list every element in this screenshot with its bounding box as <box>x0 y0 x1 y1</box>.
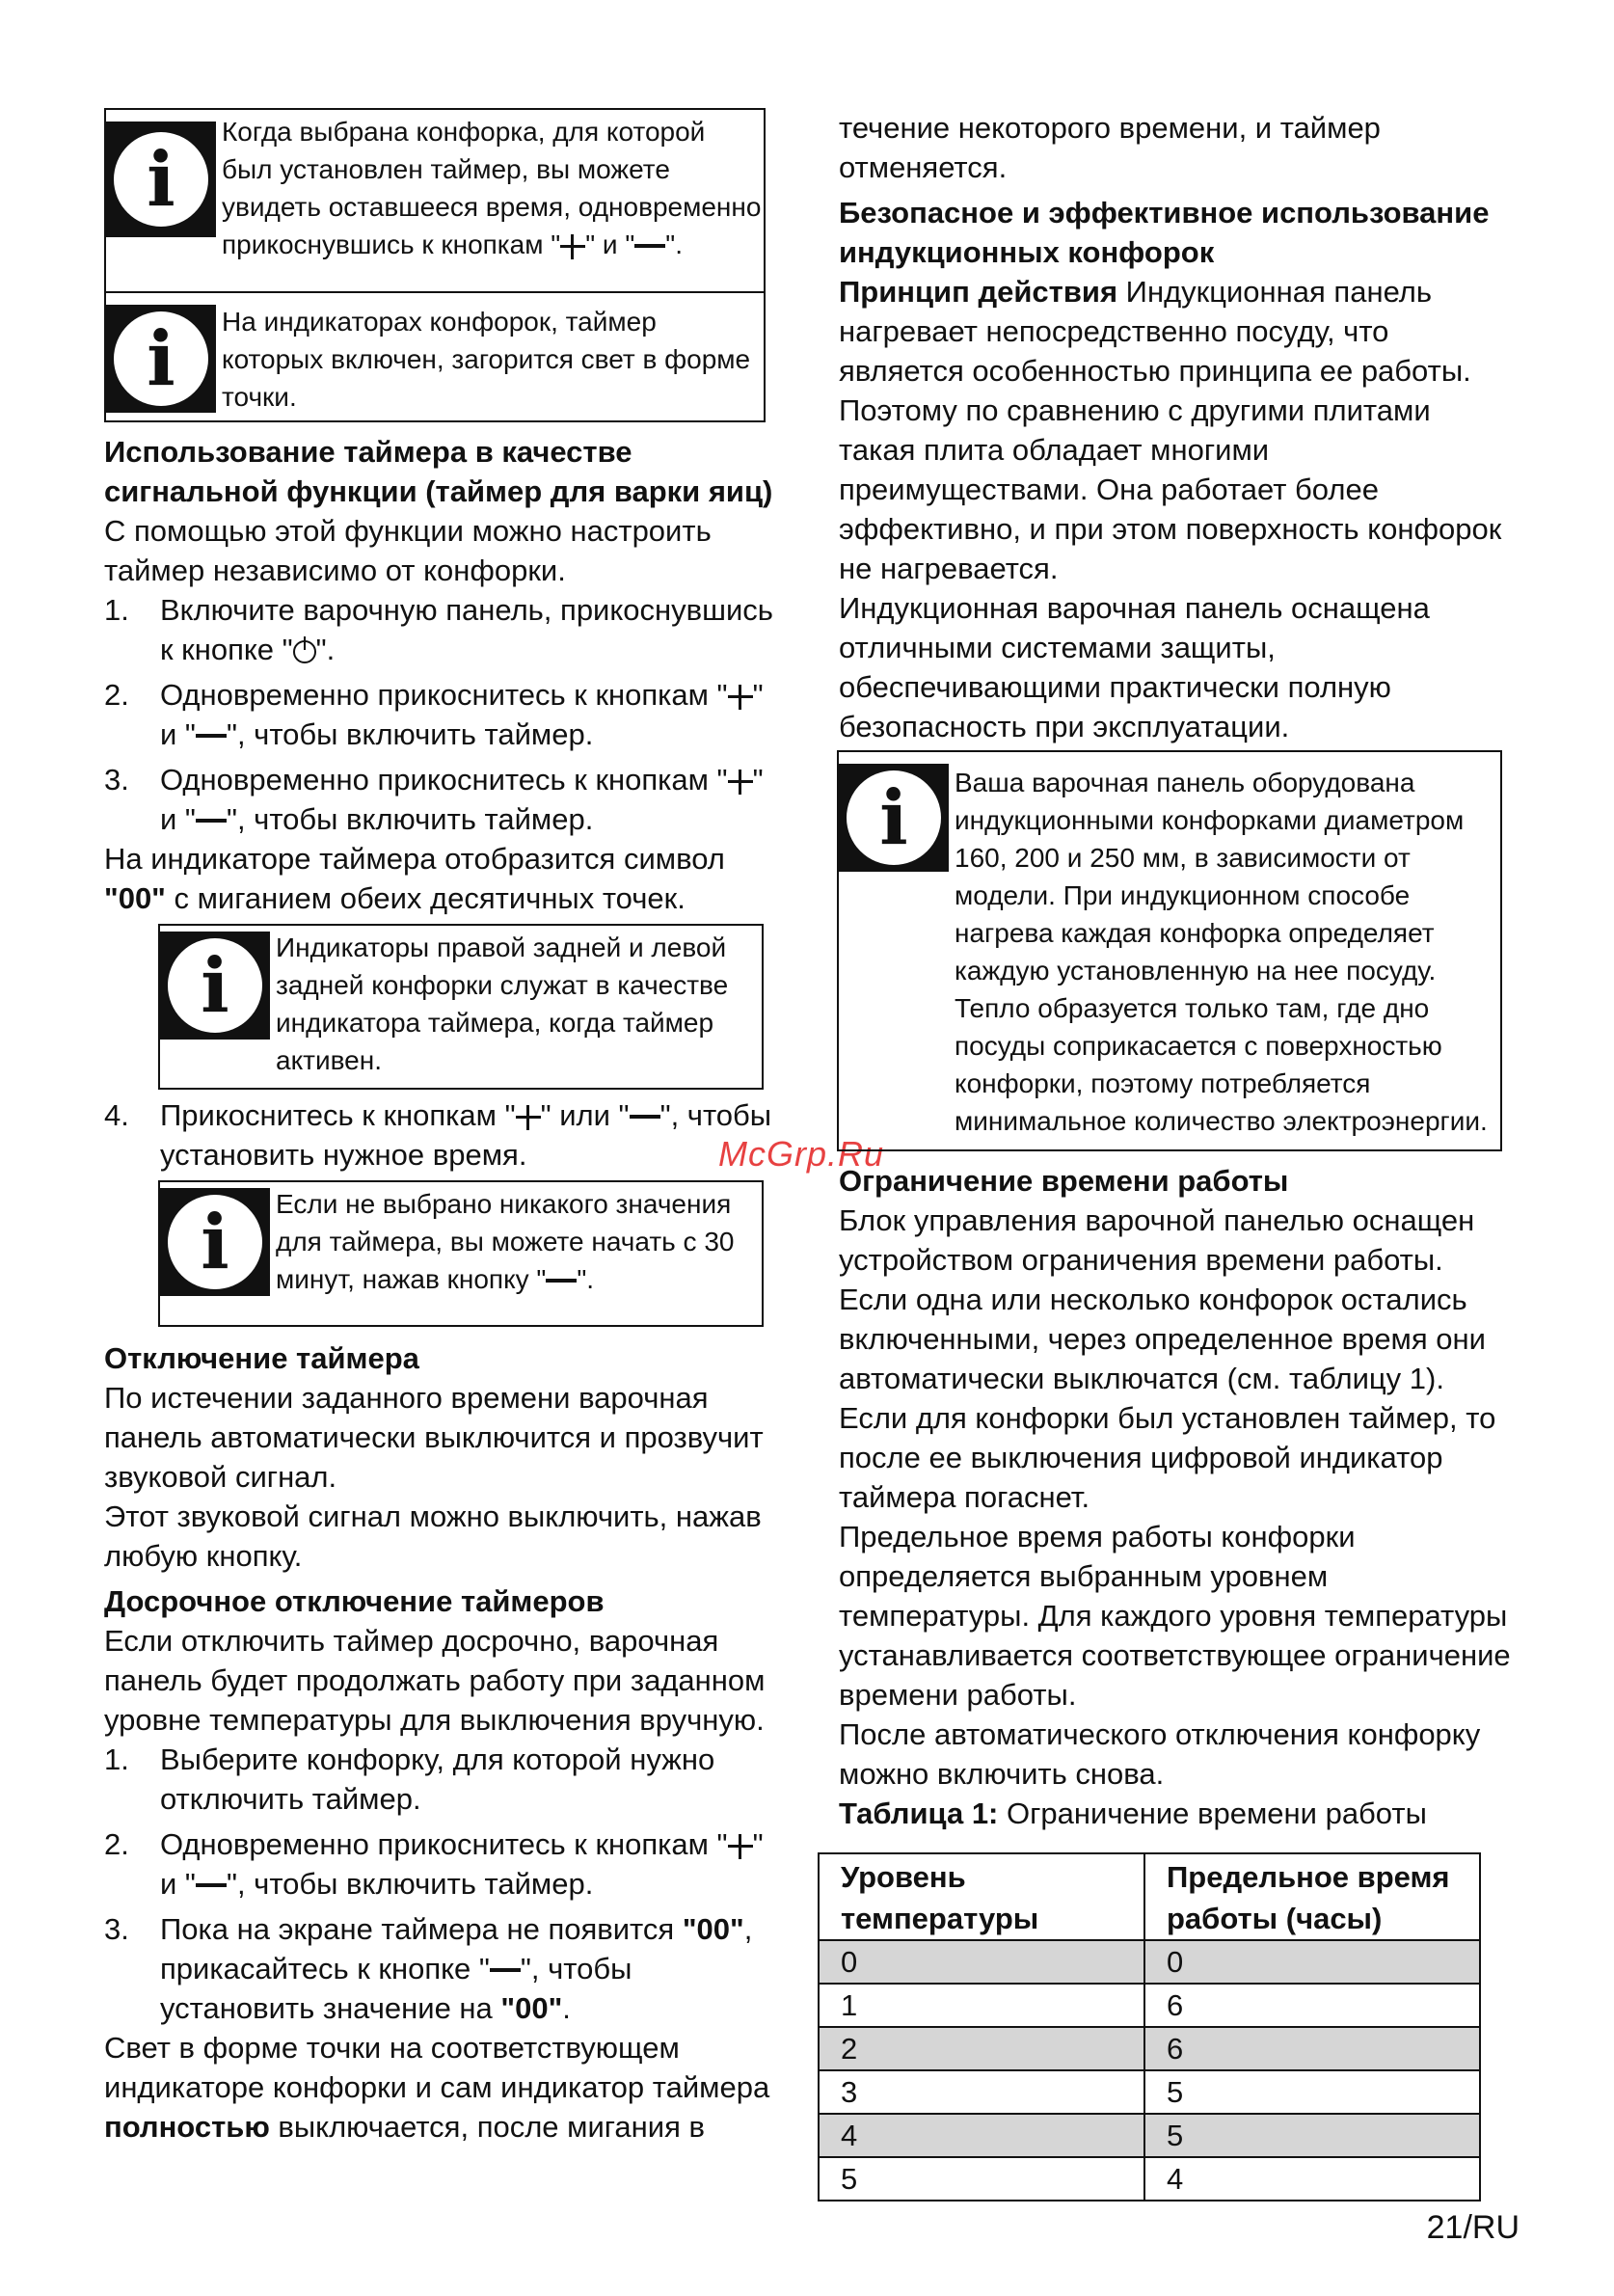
plus-icon <box>728 685 753 710</box>
paragraph: С помощью этой функции можно настроить таймер независимо от конфорки. <box>104 514 712 587</box>
paragraph: Предельное время работы конфорки определяется выбранным уровнем температуры. Для каждого уровня температуры устанавливается соответствующее ограничение времени работы. <box>839 1520 1511 1712</box>
paragraph: Блок управления варочной панелью оснащен устройством ограничения времени работы. Если одна или несколько конфорок остались включенными, через определенное время они автоматически выключатся (см. таблицу 1). Если для конфорки был установлен таймер, то после ее выключения цифровой индикатор таймера погаснет. <box>839 1203 1496 1514</box>
table-row: 2 6 <box>819 2027 1480 2070</box>
minus-icon <box>634 244 665 250</box>
table-row: 4 5 <box>819 2114 1480 2157</box>
list-item: 1. Включите варочную панель, прикоснувшись к кнопке " ". <box>104 593 773 666</box>
info-box-remaining-time <box>104 108 766 291</box>
paragraph: Принцип действия Индукционная панель нагревает непосредственно посуду, что является особенностью принципа ее работы. Поэтому по сравнению с другими плитами такая плита обладает многими преимуществами. Она работает более эффективно, и при этом поверхность конфорок не нагревается. <box>839 275 1502 585</box>
info-icon: i <box>106 305 216 413</box>
table-row: 3 5 <box>819 2070 1480 2114</box>
paragraph: Этот звуковой сигнал можно выключить, нажав любую кнопку. <box>104 1499 762 1573</box>
table-row: 5 4 <box>819 2157 1480 2201</box>
minus-icon <box>196 819 227 824</box>
info-text: Если не выбрано никакого значения для таймера, вы можете начать с 30 минут, нажав кнопку " ". <box>276 1189 735 1294</box>
info-box-30-minutes <box>158 1180 764 1327</box>
left-column <box>104 108 781 2147</box>
info-icon: i <box>839 764 949 872</box>
paragraph: По истечении заданного времени варочная панель автоматически выключится и прозвучит звуковой сигнал. <box>104 1381 764 1494</box>
table-header: Уровень температуры <box>819 1853 1144 1940</box>
paragraph: Свет в форме точки на соответствующем индикаторе конфорки и сам индикатор таймера полностью выключается, после мигания в <box>104 2031 770 2144</box>
heading-timer-off: Отключение таймера <box>104 1341 419 1375</box>
heading-early-off: Досрочное отключение таймеров <box>104 1584 605 1618</box>
table-row: 1 6 <box>819 1984 1480 2027</box>
minus-icon <box>630 1115 660 1121</box>
paragraph: течение некоторого времени, и таймер отменяется. <box>839 111 1381 184</box>
paragraph: Индукционная варочная панель оснащена отличными системами защиты, обеспечивающими практически полную безопасность при эксплуатации. <box>839 591 1430 743</box>
info-text: Индикаторы правой задней и левой задней конфорки служат в качестве индикатора таймера, когда таймер активен. <box>276 932 729 1075</box>
list-item: 2. Одновременно прикоснитесь к кнопкам " " и " ", чтобы включить таймер. <box>104 678 764 751</box>
minus-icon <box>490 1968 521 1974</box>
plus-icon <box>560 234 585 259</box>
steps-list <box>104 1095 781 1175</box>
table-row: 0 0 <box>819 1940 1480 1984</box>
page-number: 21/RU <box>1426 2209 1520 2246</box>
paragraph: После автоматического отключения конфорку можно включить снова. <box>839 1717 1481 1791</box>
plus-icon <box>516 1105 541 1130</box>
info-box-rear-indicators <box>158 924 764 1090</box>
right-column <box>839 108 1514 2201</box>
table-header-row <box>819 1853 1480 1940</box>
heading-egg-timer: Использование таймера в качестве сигнальной функции (таймер для варки яиц) <box>104 435 773 508</box>
info-icon: i <box>106 122 216 237</box>
heading-induction: Безопасное и эффективное использование индукционных конфорок <box>839 196 1490 269</box>
info-text: Когда выбрана конфорка, для которой был установлен таймер, вы можете увидеть оставшееся время, одновременно прикоснувшись к кнопкам " " и " ". <box>222 117 762 259</box>
list-item: 3. Одновременно прикоснитесь к кнопкам " " и " ", чтобы включить таймер. <box>104 763 764 836</box>
paragraph: Если отключить таймер досрочно, варочная панель будет продолжать работу при заданном уровне температуры для выключения вручную. <box>104 1624 766 1737</box>
heading-time-limit: Ограничение времени работы <box>839 1164 1289 1198</box>
list-item: 1. Выберите конфорку, для которой нужно отключить таймер. <box>104 1742 715 1816</box>
watermark: McGrp.Ru <box>718 1134 885 1174</box>
steps-list <box>104 1740 781 2028</box>
info-box-dot-light <box>104 291 766 422</box>
minus-icon <box>196 734 227 740</box>
paragraph: На индикаторе таймера отобразится символ "00" с миганием обеих десятичных точек. <box>104 842 725 915</box>
list-item: 4. Прикоснитесь к кнопкам " " или " ", чтобы установить нужное время. <box>104 1098 772 1172</box>
minus-icon <box>546 1279 577 1284</box>
list-item: 2. Одновременно прикоснитесь к кнопкам " " и " ", чтобы включить таймер. <box>104 1827 764 1901</box>
plus-icon <box>728 1834 753 1859</box>
minus-icon <box>196 1883 227 1889</box>
power-icon <box>293 640 316 663</box>
info-text: На индикаторах конфорок, таймер которых включен, загорится свет в форме точки. <box>222 307 751 412</box>
plus-icon <box>728 770 753 795</box>
info-box-induction <box>837 750 1502 1151</box>
info-icon: i <box>160 1188 270 1296</box>
table-caption: Таблица 1: Ограничение времени работы <box>839 1796 1427 1830</box>
steps-list <box>104 590 781 839</box>
table-header: Предельное время работы (часы) <box>1144 1853 1480 1940</box>
info-icon: i <box>160 932 270 1040</box>
time-limit-table <box>818 1852 1481 2201</box>
info-text: Ваша варочная панель оборудована индукционными конфорками диаметром 160, 200 и 250 мм, в зависимости от модели. При индукционном способе нагрева каждая конфорка определяет каждую установленную на нее посуду. Тепло образуется только там, где дно посуды соприкасается с поверхностью конфорки, поэтому потребляется минимальное количество электроэнергии. <box>955 768 1488 1136</box>
list-item: 3. Пока на экране таймера не появится "00", прикасайтесь к кнопке " ", чтобы установить значение на "00". <box>104 1912 753 2025</box>
